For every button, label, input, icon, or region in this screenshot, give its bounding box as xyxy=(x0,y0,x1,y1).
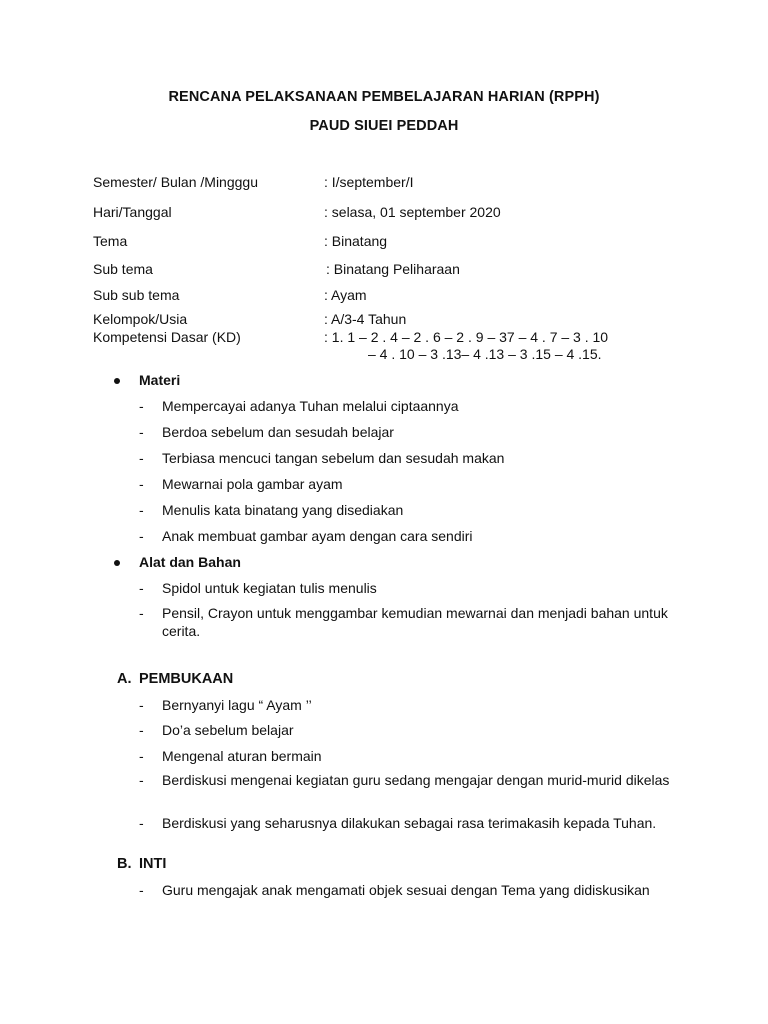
meta-value: : A/3-4 Tahun xyxy=(324,311,407,327)
list-item-text: Mewarnai pola gambar ayam xyxy=(162,476,343,492)
list-item-text: Berdoa sebelum dan sesudah belajar xyxy=(162,424,394,440)
dash-icon: - xyxy=(139,450,144,466)
meta-label: Kelompok/Usia xyxy=(93,311,188,327)
section-letter: A. xyxy=(117,671,132,687)
meta-label: Semester/ Bulan /Mingggu xyxy=(93,174,258,190)
list-item-text: Guru mengajak anak mengamati objek sesuai dengan Tema yang didiskusikan xyxy=(162,882,650,898)
list-item-text: Berdiskusi yang seharusnya dilakukan sebagai rasa terimakasih kepada Tuhan. xyxy=(162,815,657,831)
list-item-text: Berdiskusi mengenai kegiatan guru sedang mengajar dengan murid-murid dikelas xyxy=(162,772,670,788)
section-letter: B. xyxy=(117,856,132,872)
materi-heading-text: Materi xyxy=(139,372,181,388)
dash-icon: - xyxy=(139,772,144,788)
section-heading-text: INTI xyxy=(139,856,167,872)
list-item-text: Anak membuat gambar ayam dengan cara sendiri xyxy=(162,528,473,544)
meta-value: : I/september/I xyxy=(324,174,414,190)
kd-value-line2: – 4 . 10 – 3 .13– 4 .13 – 3 .15 – 4 .15. xyxy=(368,346,602,362)
dash-icon: - xyxy=(139,815,144,831)
kd-value xyxy=(324,329,684,363)
list-item-text: Spidol untuk kegiatan tulis menulis xyxy=(162,580,377,596)
dash-icon: - xyxy=(139,476,144,492)
dash-icon: - xyxy=(139,605,144,621)
dash-icon: - xyxy=(139,882,144,898)
dash-icon: - xyxy=(139,528,144,544)
list-item-text: Bernyanyi lagu “ Ayam ’’ xyxy=(162,697,312,713)
alat-heading-text: Alat dan Bahan xyxy=(139,554,241,570)
section-heading-text: PEMBUKAAN xyxy=(139,671,234,687)
dash-icon: - xyxy=(139,748,144,764)
dash-icon: - xyxy=(139,722,144,738)
meta-value: : Binatang xyxy=(324,233,388,249)
dash-icon: - xyxy=(139,502,144,518)
meta-value: : selasa, 01 september 2020 xyxy=(324,204,501,220)
list-item-text: Mempercayai adanya Tuhan melalui ciptaannya xyxy=(162,398,459,414)
bullet-icon xyxy=(114,378,120,384)
dash-icon: - xyxy=(139,697,144,713)
bullet-icon xyxy=(114,560,120,566)
meta-label: Sub sub tema xyxy=(93,287,180,303)
dash-icon: - xyxy=(139,580,144,596)
list-item-text: Do’a sebelum belajar xyxy=(162,722,294,738)
meta-value: : Binatang Peliharaan xyxy=(326,261,460,277)
meta-value: : Ayam xyxy=(324,287,367,303)
meta-label: Sub tema xyxy=(93,261,153,277)
school-name: PAUD SIUEI PEDDAH xyxy=(309,118,459,134)
list-item-text: Terbiasa mencuci tangan sebelum dan sesudah makan xyxy=(162,450,505,466)
list-item-text: Mengenal aturan bermain xyxy=(162,748,322,764)
meta-label: Kompetensi Dasar (KD) xyxy=(93,329,241,345)
dash-icon: - xyxy=(139,398,144,414)
meta-label: Tema xyxy=(93,233,128,249)
list-item-text: Pensil, Crayon untuk menggambar kemudian mewarnai dan menjadi bahan untuk cerita. xyxy=(162,605,668,639)
dash-icon: - xyxy=(139,424,144,440)
meta-label: Hari/Tanggal xyxy=(93,204,172,220)
document-title: RENCANA PELAKSANAAN PEMBELAJARAN HARIAN (RPPH) xyxy=(168,89,600,105)
list-item-text: Menulis kata binatang yang disediakan xyxy=(162,502,404,518)
kd-value-line1: : 1. 1 – 2 . 4 – 2 . 6 – 2 . 9 – 37 – 4 . 7 – 3 . 10 xyxy=(324,329,609,345)
